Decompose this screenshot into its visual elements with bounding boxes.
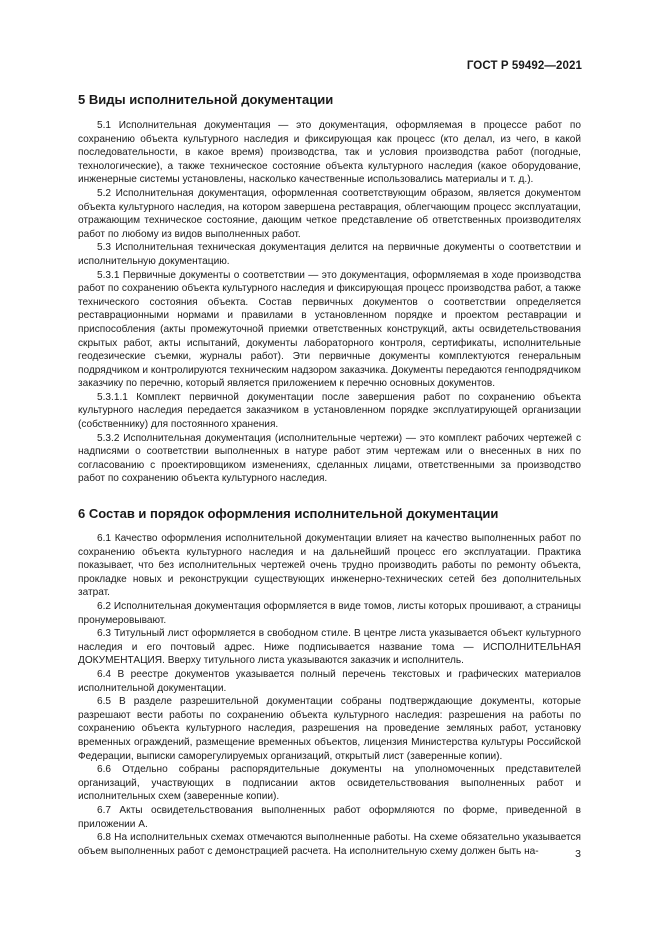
paragraph-6-7: 6.7 Акты освидетельствования выполненных работ оформляются по форме, приведенной в приложении А. — [78, 804, 581, 830]
paragraph-5-1: 5.1 Исполнительная документация — это документация, оформляемая в процессе работ по сохранению объекта культурного наследия и фиксирующая как процесс (кто делал, из чего, в какой последовательности, в какое время) производства, так и условия производства работ (погодные, технологические), а также техническое состояние объекта культурного наследия (какое оборудование, инженерные системы установлены, насколько качественные использовались материалы и т. д.). — [78, 120, 581, 186]
paragraph-6-6: 6.6 Отдельно собраны распорядительные документы на уполномоченных представителей организаций, участвующих в подписании актов освидетельствования выполненных работ и исполнительных схем (заверенные копии). — [78, 764, 581, 803]
standard-number: ГОСТ Р 59492—2021 — [466, 60, 582, 72]
paragraph-5-3-1: 5.3.1 Первичные документы о соответствии — это документация, оформляемая в ходе производства работ по сохранению объекта культурного наследия и фиксирующая процесс производства работ, а также технического состояния объекта. Состав первичных документов о соответствии определяется реставрационными нормами и правилами в установленном порядке и проектом реставрации и приспособления (акты промежуточной приемки ответственных конструкций, акты освидетельствования скрытых работ, акты испытаний, документы лабораторного контроля, сертификаты, исполнительные геодезические съемки, журналы работ). Эти первичные документы комплектуются генеральным подрядчиком и контролируются техническим надзором заказчика. Документы передаются генподрядчиком заказчику по перечню, который является приложением к перечню основных документов. — [78, 269, 581, 390]
paragraph-5-2: 5.2 Исполнительная документация, оформленная соответствующим образом, является документом объекта культурного наследия, на котором завершена реставрация, облегчающим процесс эксплуатации, отражающим техническое состояние, дающим четкое представление об ответственных производителях работ по любому из видов выполненных работ. — [78, 187, 581, 240]
page-number: 3 — [575, 848, 581, 860]
section-5-title: 5 Виды исполнительной документации — [78, 92, 334, 107]
paragraph-6-4: 6.4 В реестре документов указывается полный перечень текстовых и графических материалов исполнительной документации. — [78, 668, 581, 694]
section-6-title: 6 Состав и порядок оформления исполнительной документации — [78, 506, 499, 522]
paragraph-6-2: 6.2 Исполнительная документация оформляется в виде томов, листы которых прошивают, а страницы пронумеровывают. — [78, 601, 581, 626]
paragraph-6-5: 6.5 В разделе разрешительной документации собраны подтверждающие документы, которые разрешают вести работы по сохранению объекта культурного наследия: разрешения на работы по сохранению объекта культурного наследия, разрешения на проведение земляных работ, установку временных ограждений, размещение временных объектов, лицензия Министерства культуры Российской Федерации, выписки саморегулируемых организаций, открытый лист (заверенные копии). — [78, 696, 581, 762]
paragraph-6-8: 6.8 На исполнительных схемах отмечаются выполненные работы. На схеме обязательно указывается объем выполненных работ с демонстрацией расчета. На исполнительную схему должен быть на- — [78, 832, 581, 857]
paragraph-6-1: 6.1 Качество оформления исполнительной документации влияет на качество выполненных работ по сохранению объекта культурного наследия и на дальнейший процесс его эксплуатации. Практика показывает, что без исполнительных чертежей очень трудно производить работы по ремонту объекта, прокладке новых и реконструкции существующих инженерно-технических сетей без дополнительных затрат. — [78, 533, 581, 599]
paragraph-5-3: 5.3 Исполнительная техническая документация делится на первичные документы о соответствии и исполнительную документацию. — [78, 242, 581, 267]
paragraph-6-3: 6.3 Титульный лист оформляется в свободном стиле. В центре листа указывается объект культурного наследия и его почтовый адрес. Ниже подписывается название тома — ИСПОЛНИТЕЛЬНАЯ ДОКУМЕНТАЦИЯ. Вверху титульного листа указываются заказчик и исполнитель. — [78, 628, 581, 667]
page-content — [78, 92, 581, 858]
paragraph-5-3-1-1: 5.3.1.1 Комплект первичной документации после завершения работ по сохранению объекта культурного наследия передается заказчиком в установленном порядке эксплуатирующей организации (собственнику) для постоянного хранения. — [78, 391, 581, 431]
paragraph-5-3-2: 5.3.2 Исполнительная документация (исполнительные чертежи) — это комплект рабочих чертежей с надписями о соответствии выполненных в натуре работ этим чертежам или о внесенных в них по согласованию с проектировщиком изменениях, сделанных лицами, ответственными за производство работ по сохранению объекта культурного наследия. — [78, 432, 581, 485]
